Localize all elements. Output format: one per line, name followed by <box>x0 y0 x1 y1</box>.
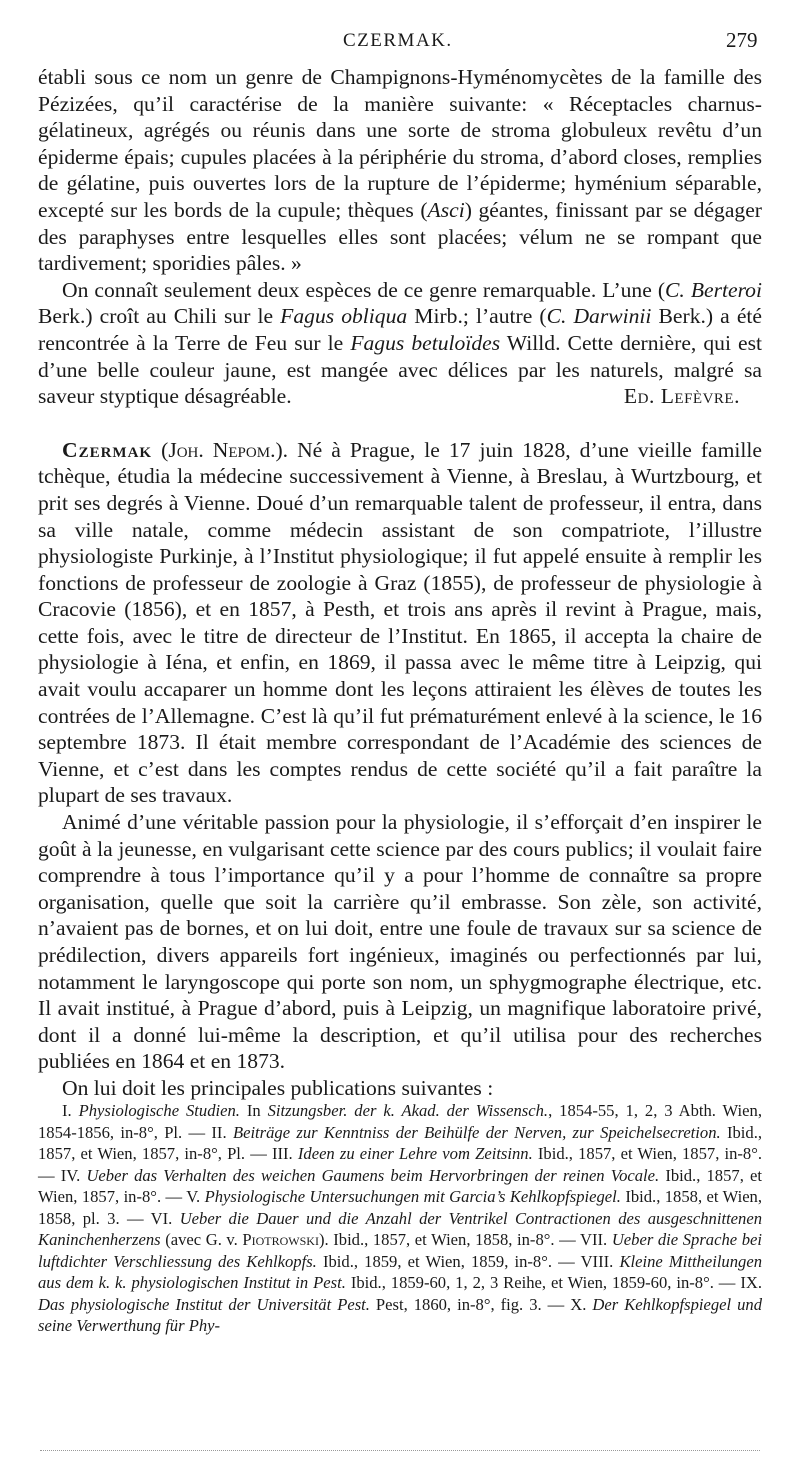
pezizees-paragraph-2: On connaît seulement deux espèces de ce genre remarquable. L’une (C. Berteroi Berk.) croît au Chili sur le Fagus obliqua Mirb.; l’autre (C. Darwinii Berk.) a été rencontrée à la Terre de Feu sur le Fagus betuloïdes Willd. Cette dernière, qui est d’une belle couleur jaune, est mangée avec délices par les naturels, malgré sa saveur styptique désagréable. <box>38 277 762 409</box>
entry-heading: Czermak <box>62 437 153 462</box>
pezizees-paragraph-1: établi sous ce nom un genre de Champignons-Hyménomycètes de la famille des Pézizées, qu’il caractérise de la manière suivante: « Réceptacles charnus-gélatineux, agrégés ou réunis dans une sorte de stroma globuleux revêtu d’un épiderme épais; cupules placées à la périphérie du stroma, d’abord closes, remplies de gélatine, puis ouvertes lors de la rupture de l’épiderme; hyménium séparable, excepté sur les bords de la cupule; thèques (Asci) géantes, finissant par se dégager des paraphyses entre lesquelles elles sont placées; vélum ne se rompant que tardivement; sporidies pâles. » <box>38 65 762 276</box>
bibliography-list: I. Physiologische Studien. In Sitzungsber. der k. Akad. der Wissensch., 1854-55, 1, 2, 3 Abth. Wien, 1854-1856, in-8°, Pl. — II. Beiträge zur Kenntniss der Beihülfe der Nerven, zur Speichelsecretion. Ibid., 1857, et Wien, 1857, in-8°, Pl. — III. Ideen zu einer Lehre vom Zeitsinn. Ibid., 1857, et Wien, 1857, in-8°. — IV. Ueber das Verhalten des weichen Gaumens beim Hervorbringen der reinen Vocale. Ibid., 1857, et Wien, 1857, in-8°. — V. Physiologische Untersuchungen mit Garcia’s Kehlkopfspiegel. Ibid., 1858, et Wien, 1858, pl. 3. — VI. Ueber die Dauer und die Anzahl der Ventrikel Contractionen des ausgeschnittenen Kaninchenherzens (avec G. v. Piotrowski). Ibid., 1857, et Wien, 1858, in-8°. — VII. Ueber die Sprache bei luftdichter Verschliessung des Kehlkopfs. Ibid., 1859, et Wien, 1859, in-8°. — VIII. Kleine Mittheilungen aus dem k. k. physiologischen Institut in Pest. Ibid., 1859-60, 1, 2, 3 Reihe, et Wien, 1859-60, in-8°. — IX. Das physiologische Institut der Universität Pest. Pest, 1860, in-8°, fig. 3. — X. Der Kehlkopfspiegel und seine Verwerthung für Phy- <box>38 1101 763 1335</box>
author-signature: Ed. Lefèvre. <box>623 384 740 409</box>
czermak-paragraph-3: On lui doit les principales publications suivantes : <box>62 1075 494 1100</box>
footer-rule <box>40 1450 760 1451</box>
page-number: 279 <box>726 28 758 52</box>
czermak-paragraph-2: Animé d’une véritable passion pour la physiologie, il s’efforçait d’en inspirer le goût à la jeunesse, en vulgarisant cette science par des cours publics; il voulait faire comprendre à tous l’importance qu’il y a pour l’homme de connaître sa propre organisation, quelle que soit la carrière qu’il embrasse. Son zèle, son activité, n’avaient pas de bornes, et on lui doit, entre une foule de travaux sur sa science de prédilection, divers appareils fort ingénieux, imaginés ou perfectionnés par lui, notamment le laryngoscope qui porte son nom, un sphygmographe électrique, etc. Il avait institué, à Prague d’abord, puis à Leipzig, un magnifique laboratoire privé, dont il a donné lui-même la description, et qu’il utilisa pour des recherches publiées en 1864 et en 1873. <box>38 810 762 1074</box>
bibliography <box>38 1100 762 1337</box>
main-text <box>38 64 762 1102</box>
czermak-paragraph-1: Czermak (Joh. Nepom.). Né à Prague, le 17 juin 1828, d’une vieille famille tchèque, étudia la médecine successivement à Vienne, à Breslau, à Wurtzbourg, et prit ses degrés à Vienne. Doué d’un remarquable talent de professeur, il entra, dans sa ville natale, comme médecin assistant de son compatriote, l’illustre physiologiste Purkinje, à l’Institut physiologique; il fut appelé ensuite à remplir les fonctions de professeur de zoologie à Graz (1855), de professeur de physiologie à Cracovie (1856), et en 1857, à Pesth, et trois ans après il revint à Prague, mais, cette fois, avec le titre de directeur de l’Institut. En 1865, il accepta la chaire de physiologie à Iéna, et enfin, en 1869, il passa avec le même titre à Leipzig, qui avait voulu accaparer un homme dont les leçons attiraient les élèves de toutes les contrées de l’Allemagne. C’est là qu’il fut prématurément enlevé à la science, le 16 septembre 1873. Il était membre correspondant de l’Académie des sciences de Vienne, et c’est dans les comptes rendus de cette société qu’il a fait paraître la plupart de ses travaux. <box>38 437 762 808</box>
entry-separator <box>38 410 762 437</box>
running-header <box>0 26 800 56</box>
running-title: CZERMAK. <box>343 30 453 51</box>
entry-forenames: (Joh. Nepom.). <box>161 437 289 462</box>
